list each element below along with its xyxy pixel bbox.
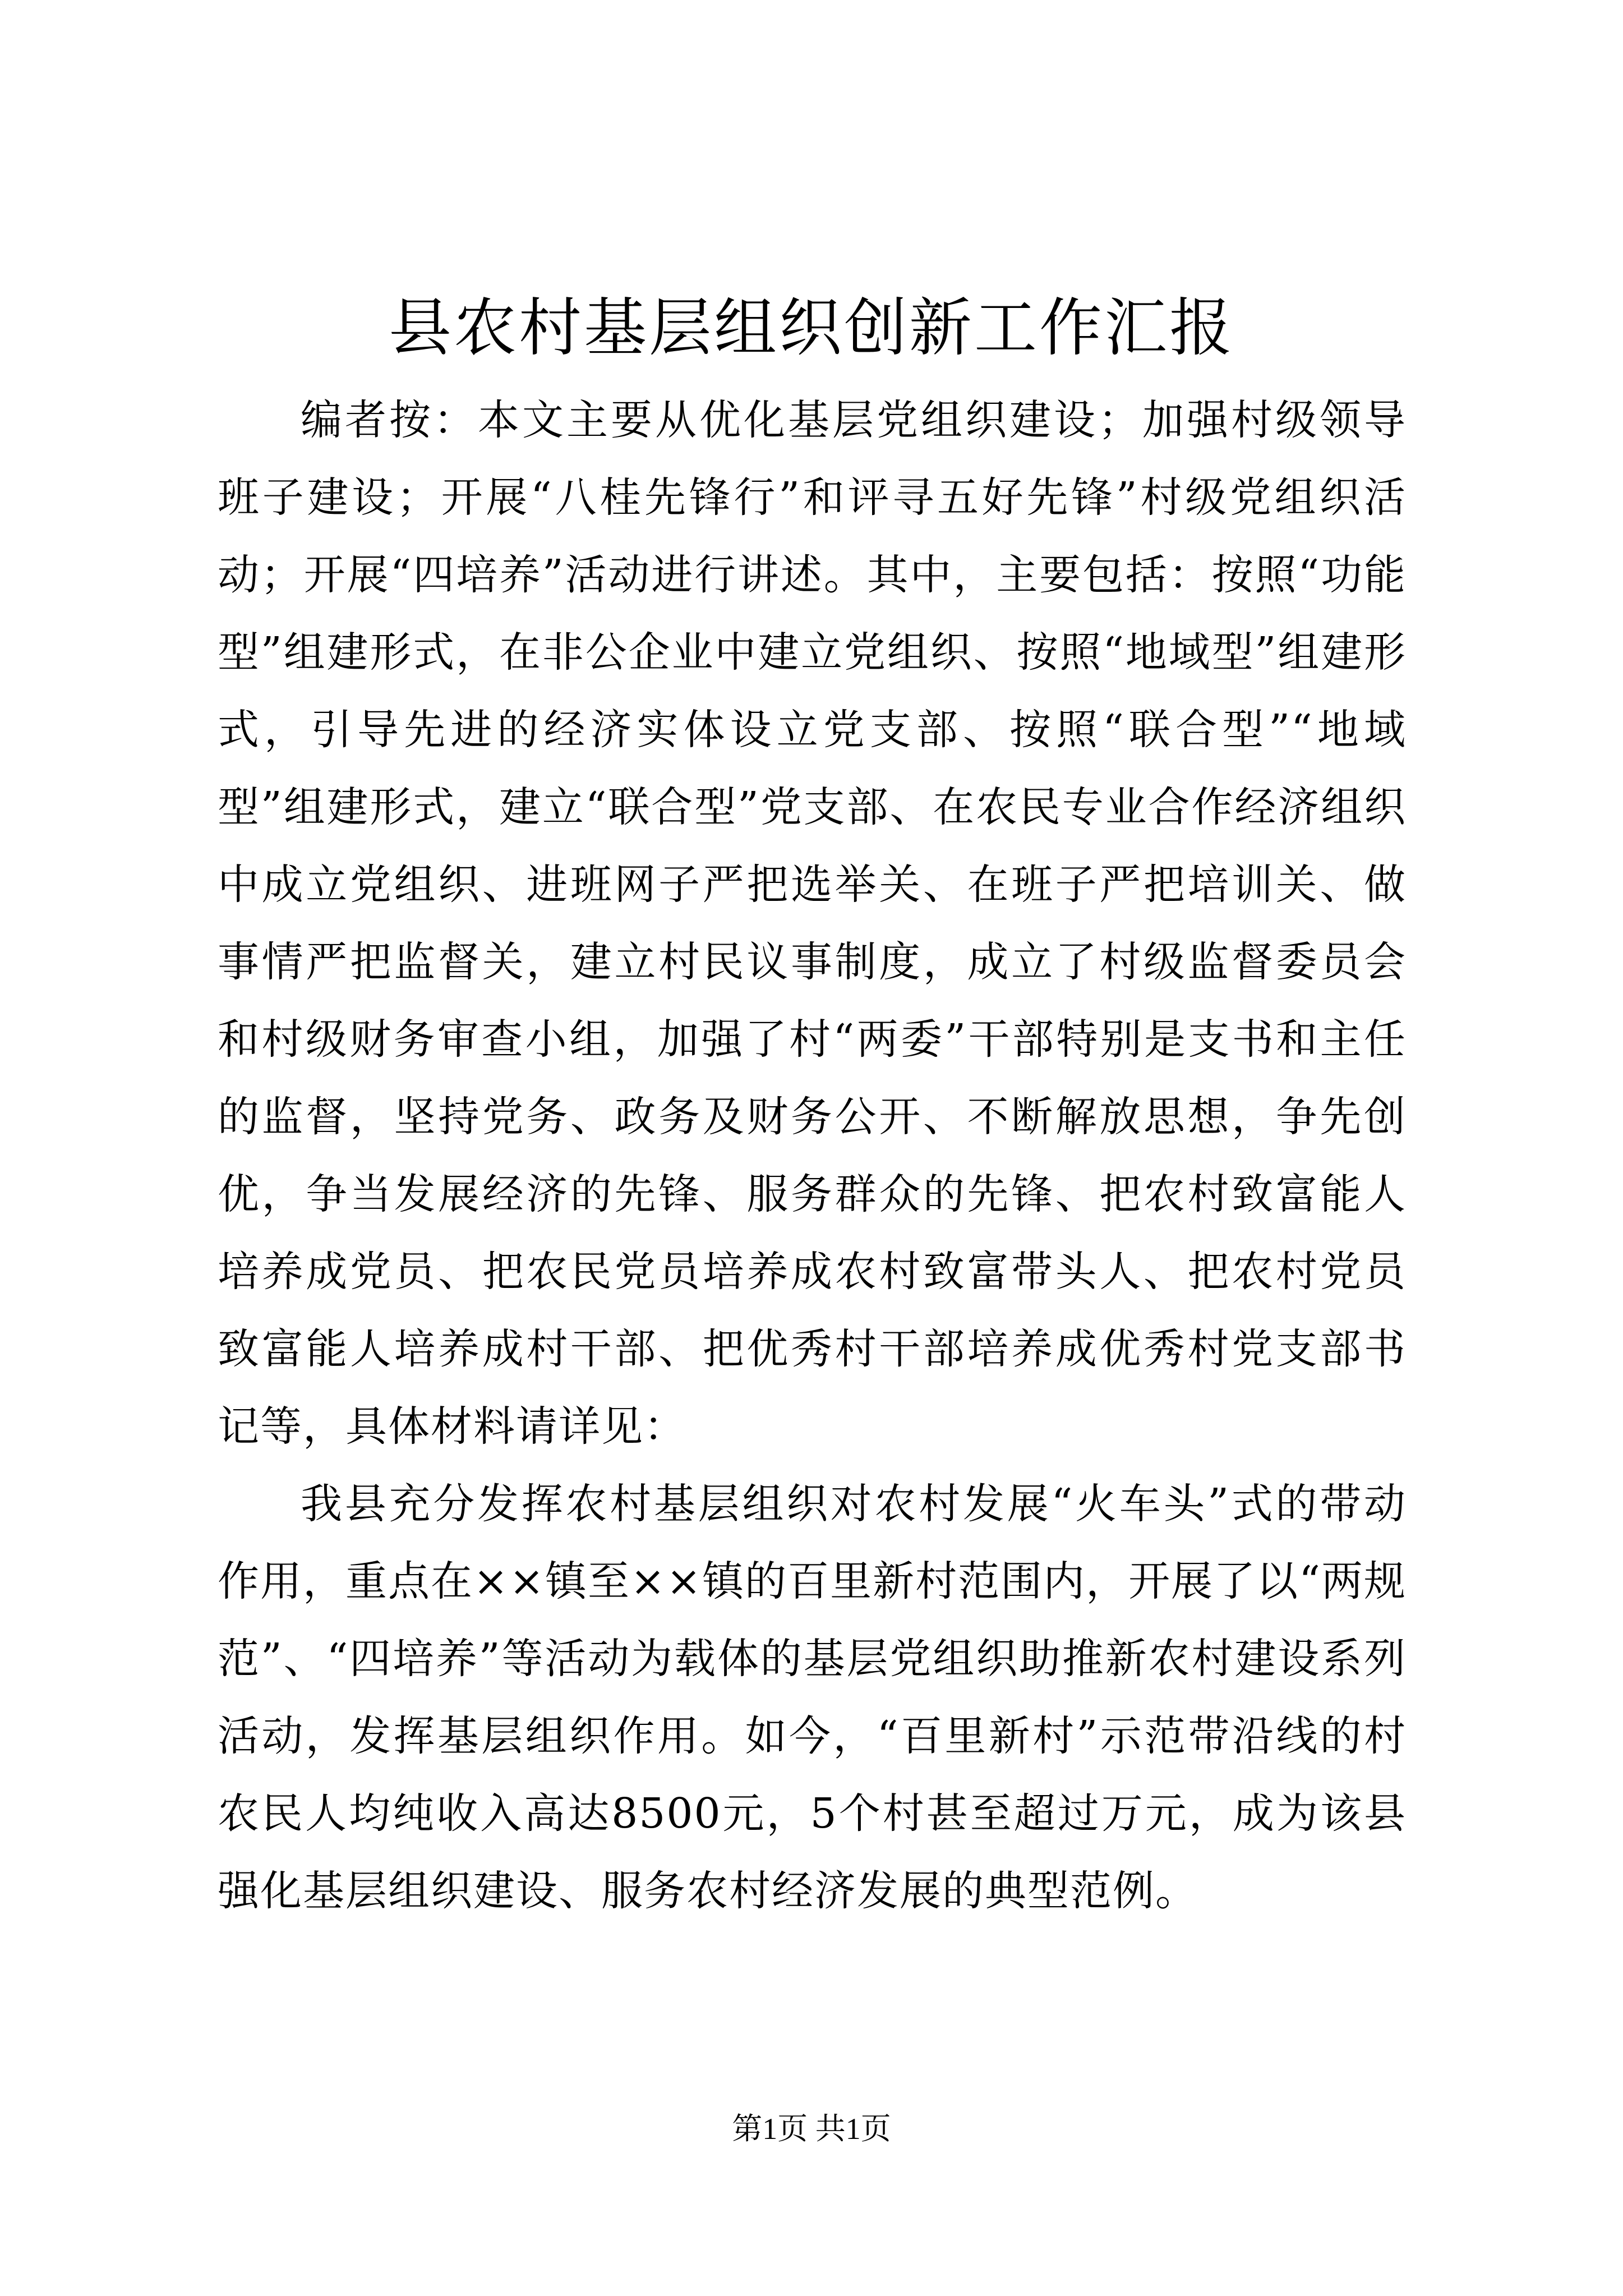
editor-note-paragraph: 编者按：本文主要从优化基层党组织建设；加强村级领导班子建设；开展“八桂先锋行”和评寻五好先锋”村级党组织活动；开展“四培养”活动进行讲述。其中，主要包括：按照“功能型”组建形式，在非公企业中建立党组织、按照“地域型”组建形式，引导先进的经济实体设立党支部、按照“联合型”“地域型”组建形式，建立“联合型”党支部、在农民专业合作经济组织中成立党组织、进班网子严把选举关、在班子严把培训关、做事情严把监督关，建立村民议事制度，成立了村级监督委员会和村级财务审查小组，加强了村“两委”干部特别是支书和主任的监督，坚持党务、政务及财务公开、不断解放思想，争先创优，争当发展经济的先锋、服务群众的先锋、把农村致富能人培养成党员、把农民党员培养成农村致富带头人、把农村党员致富能人培养成村干部、把优秀村干部培养成优秀村党支部书记等，具体材料请详见： [218, 396, 1407, 1451]
document-title: 县农村基层组织创新工作汇报 [389, 292, 1234, 365]
body-paragraph: 我县充分发挥农村基层组织对农村发展“火车头”式的带动作用，重点在××镇至××镇的百里新村范围内，开展了以“两规范”、“四培养”等活动为载体的基层党组织助推新农村建设系列活动，发挥基层组织作用。如今，“百里新村”示范带沿线的村农民人均纯收入高达8500元，5个村甚至超过万元，成为该县强化基层组织建设、服务农村经济发展的典型范例。 [218, 1480, 1407, 1915]
document-body [218, 381, 1407, 1930]
page-footer: 第1页 共1页 [732, 2112, 891, 2146]
